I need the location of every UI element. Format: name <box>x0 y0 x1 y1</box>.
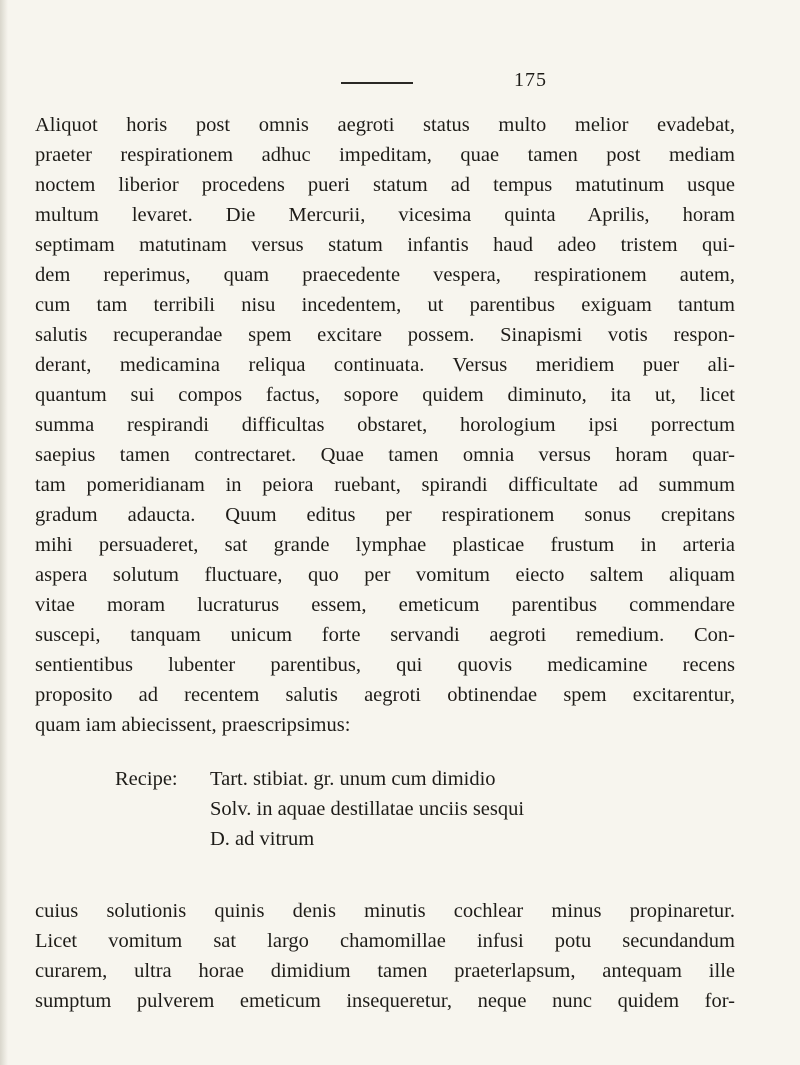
text-line: sumptum pulverem emeticum insequeretur, neque nunc quidem for- <box>35 990 735 1012</box>
paragraph-2 <box>35 896 735 1016</box>
text-line: saepius tamen contrectaret. Quae tamen omnia versus horam quar- <box>35 444 735 466</box>
text-line: Licet vomitum sat largo chamomillae infusi potu secundandum <box>35 930 735 952</box>
text-line: summa respirandi difficultas obstaret, horologium ipsi porrectum <box>35 414 735 436</box>
text-line: Aliquot horis post omnis aegroti status multo melior evadebat, <box>35 114 735 136</box>
recipe-line <box>115 794 675 824</box>
text-line: noctem liberior procedens pueri statum ad tempus matutinum usque <box>35 174 735 196</box>
text-line: dem reperimus, quam praecedente vespera, respirationem autem, <box>35 264 735 286</box>
text-line: salutis recuperandae spem excitare possem. Sinapismi votis respon- <box>35 324 735 346</box>
text-line: tam pomeridianam in peiora ruebant, spirandi difficultate ad summum <box>35 474 735 496</box>
recipe-dispense: D. ad vitrum <box>210 828 315 850</box>
text-line: cuius solutionis quinis denis minutis cochlear minus propinaretur. <box>35 900 735 922</box>
text-line: vitae moram lucraturus essem, emeticum parentibus commendare <box>35 594 735 616</box>
text-line: gradum adaucta. Quum editus per respirationem sonus crepitans <box>35 504 735 526</box>
recipe-line <box>115 764 675 794</box>
text-line: mihi persuaderet, sat grande lymphae plasticae frustum in arteria <box>35 534 735 556</box>
text-line: praeter respirationem adhuc impeditam, quae tamen post mediam <box>35 144 735 166</box>
text-line: quantum sui compos factus, sopore quidem diminuto, ita ut, licet <box>35 384 735 406</box>
page-edge-shadow <box>0 0 8 1065</box>
text-line: proposito ad recentem salutis aegroti obtinendae spem excitarentur, <box>35 684 735 706</box>
text-line: multum levaret. Die Mercurii, vicesima quinta Aprilis, horam <box>35 204 735 226</box>
page-number: 175 <box>514 69 547 91</box>
text-line-last: quam iam abiecissent, praescripsimus: <box>35 714 351 736</box>
text-line: sentientibus lubenter parentibus, qui quovis medicamine recens <box>35 654 735 676</box>
text-line: derant, medicamina reliqua continuata. Versus meridiem puer ali- <box>35 354 735 376</box>
recipe-instruction: Solv. in aquae destillatae unciis sesqui <box>210 798 525 820</box>
recipe-line <box>115 824 675 854</box>
text-line: suscepi, tanquam unicum forte servandi aegroti remedium. Con- <box>35 624 735 646</box>
text-line: cum tam terribili nisu incedentem, ut parentibus exiguam tantum <box>35 294 735 316</box>
paragraph-1 <box>35 110 735 740</box>
text-line: aspera solutum fluctuare, quo per vomitum eiecto saltem aliquam <box>35 564 735 586</box>
text-line: septimam matutinam versus statum infantis haud adeo tristem qui- <box>35 234 735 256</box>
text-line: curarem, ultra horae dimidium tamen praeterlapsum, antequam ille <box>35 960 735 982</box>
header-rule <box>341 82 413 84</box>
recipe-prescription <box>115 764 675 854</box>
recipe-label: Recipe: <box>115 768 178 790</box>
recipe-ingredient: Tart. stibiat. gr. unum cum dimidio <box>210 768 496 790</box>
